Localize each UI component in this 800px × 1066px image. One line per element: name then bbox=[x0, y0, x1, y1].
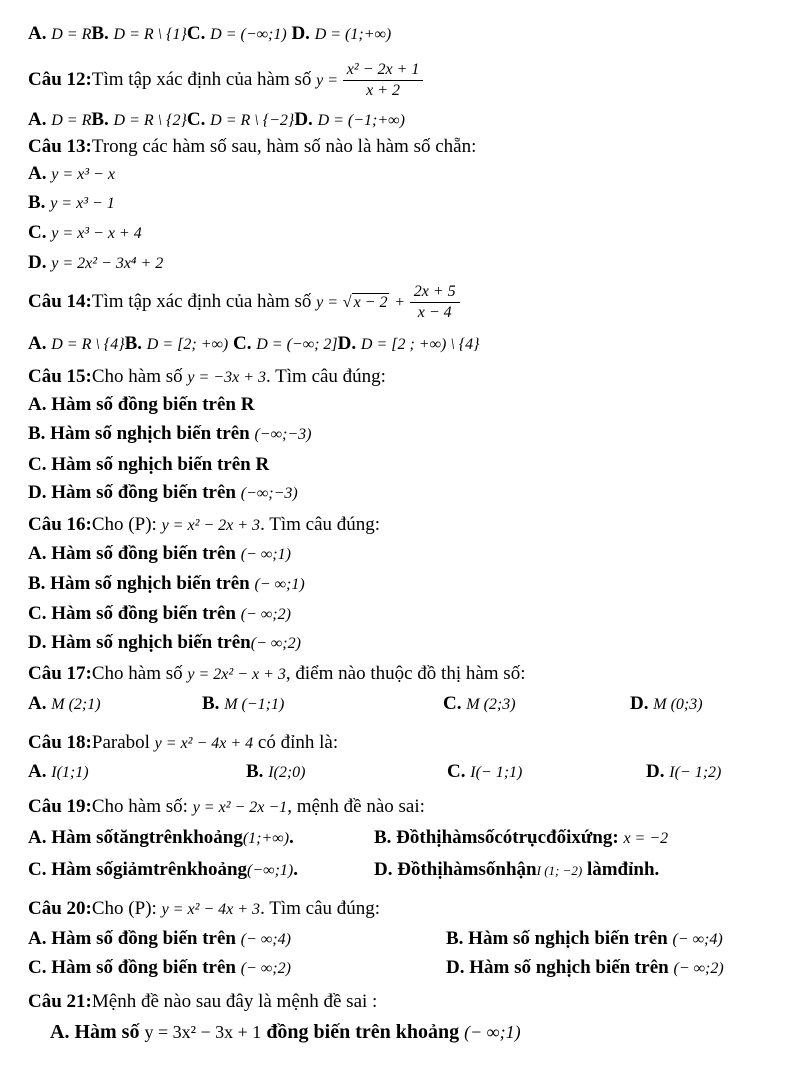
q14-a-text: D = R \ {4} bbox=[51, 336, 125, 353]
q18-b-label: B. bbox=[246, 761, 264, 782]
q13-a-label: A. bbox=[28, 163, 47, 184]
q17-text-pre: Cho hàm số bbox=[91, 663, 183, 684]
q18-text-pre: Parabol bbox=[91, 732, 150, 753]
q18-option-a bbox=[28, 760, 89, 785]
q15-stem bbox=[28, 365, 386, 390]
q19-option-b bbox=[374, 826, 668, 851]
q14-d-text: D = [2 ; +∞) \ {4} bbox=[360, 336, 480, 353]
q17-d-label: D. bbox=[630, 693, 649, 714]
q14-sqrt-content: x − 2 bbox=[353, 294, 388, 311]
q12-fn-lhs: y = bbox=[316, 72, 339, 89]
q14-denominator: x − 4 bbox=[417, 304, 452, 322]
q13-stem bbox=[28, 135, 476, 159]
q16-option-d bbox=[28, 631, 301, 656]
q12-c-text: D = R \ {−2} bbox=[210, 112, 295, 129]
q14-fraction bbox=[410, 282, 460, 323]
q21-a-fn: y = 3x² − 3x + 1 bbox=[144, 1022, 262, 1042]
q19-fn: y = x² − 2x −1 bbox=[192, 799, 288, 816]
q15-b-interval: (−∞;−3) bbox=[254, 426, 312, 443]
q20-b-text: B. Hàm số nghịch biến trên bbox=[446, 928, 668, 949]
q13-b-label: B. bbox=[28, 192, 46, 213]
q17-a-text: M (2;1) bbox=[51, 696, 101, 713]
q14-options bbox=[28, 332, 480, 357]
q16-label: Câu 16: bbox=[28, 514, 92, 535]
q20-option-d bbox=[446, 956, 724, 981]
q20-a-interval: (− ∞;4) bbox=[240, 931, 291, 948]
q21-label: Câu 21: bbox=[28, 991, 92, 1012]
q15-option-c bbox=[28, 453, 269, 477]
q18-label: Câu 18: bbox=[28, 732, 92, 753]
q13-option-c bbox=[28, 221, 142, 246]
q15-d-interval: (−∞;−3) bbox=[240, 485, 298, 502]
q20-c-text: C. Hàm số đồng biến trên bbox=[28, 957, 236, 978]
q15-d-text: D. Hàm số đồng biến trên bbox=[28, 482, 236, 503]
q14-b-label: B. bbox=[124, 333, 143, 354]
q17-fn: y = 2x² − x + 3 bbox=[187, 666, 286, 683]
q20-text-post: . Tìm câu đúng: bbox=[260, 898, 381, 919]
q12-d-label: D. bbox=[294, 109, 313, 130]
q11-c-label: C. bbox=[186, 23, 206, 44]
q18-option-b bbox=[246, 760, 306, 785]
q17-b-text: M (−1;1) bbox=[224, 696, 285, 713]
q19-a-text: A. Hàm sốtăngtrênkhoảng bbox=[28, 827, 243, 848]
q21-a-interval: (− ∞;1) bbox=[464, 1022, 521, 1042]
q20-fn: y = x² − 4x + 3 bbox=[161, 901, 261, 918]
q19-text-post: , mệnh đề nào sai: bbox=[287, 796, 425, 817]
q20-option-a bbox=[28, 927, 291, 952]
q13-c-label: C. bbox=[28, 222, 47, 243]
q12-denominator: x + 2 bbox=[366, 82, 401, 100]
q14-a-label: A. bbox=[28, 333, 47, 354]
q11-c-text: D = (−∞;1) bbox=[210, 26, 287, 43]
q15-b-text: B. Hàm số nghịch biến trên bbox=[28, 423, 250, 444]
q17-option-b bbox=[202, 692, 284, 717]
q15-option-a bbox=[28, 393, 254, 417]
q19-a-interval: (1;+∞) bbox=[242, 830, 290, 847]
q11-b-label: B. bbox=[91, 23, 109, 44]
q18-fn: y = x² − 4x + 4 bbox=[154, 735, 254, 752]
q15-text-pre: Cho hàm số bbox=[91, 366, 183, 387]
q16-d-text: D. Hàm số nghịch biến trên bbox=[28, 632, 251, 653]
q13-d-text: y = 2x² − 3x⁴ + 2 bbox=[51, 255, 164, 272]
q15-c-text: C. Hàm số nghịch biến trên R bbox=[28, 454, 270, 475]
q12-a-label: A. bbox=[28, 109, 47, 130]
q17-option-c bbox=[443, 692, 516, 717]
q18-stem bbox=[28, 731, 338, 756]
q16-b-interval: (− ∞;1) bbox=[254, 576, 305, 593]
q19-d-post: làmđỉnh. bbox=[586, 859, 660, 880]
q14-stem bbox=[28, 280, 460, 325]
q13-b-text: y = x³ − 1 bbox=[50, 195, 115, 212]
q18-c-label: C. bbox=[447, 761, 466, 782]
q12-a-text: D = R bbox=[51, 112, 92, 129]
q16-option-b bbox=[28, 572, 305, 597]
q14-d-label: D. bbox=[337, 333, 357, 354]
q18-b-text: I(2;0) bbox=[268, 764, 306, 781]
q14-sqrt-sign: √ bbox=[342, 294, 352, 311]
q14-numerator: 2x + 5 bbox=[410, 282, 460, 303]
q15-fn: y = −3x + 3 bbox=[187, 369, 266, 386]
q21-a-mid: đồng biến trên khoảng bbox=[266, 1021, 460, 1043]
q17-label: Câu 17: bbox=[28, 663, 92, 684]
q16-c-text: C. Hàm số đồng biến trên bbox=[28, 603, 236, 624]
q20-d-interval: (− ∞;2) bbox=[673, 960, 724, 977]
q20-label: Câu 20: bbox=[28, 898, 92, 919]
q20-d-text: D. Hàm số nghịch biến trên bbox=[446, 957, 669, 978]
q19-option-a: A. Hàm sốtăngtrênkhoảng(1;+∞). bbox=[28, 827, 294, 848]
q18-d-label: D. bbox=[646, 761, 665, 782]
q12-b-label: B. bbox=[91, 109, 109, 130]
q19-d-math: I (1; −2) bbox=[536, 863, 583, 878]
q14-b-text: D = [2; +∞) bbox=[146, 336, 229, 353]
q15-a-text: A. Hàm số đồng biến trên R bbox=[28, 394, 255, 415]
q16-b-text: B. Hàm số nghịch biến trên bbox=[28, 573, 250, 594]
q19-b-text: B. Đồthịhàmsốcótrụcđốixứng: bbox=[374, 827, 619, 848]
q17-option-d bbox=[630, 692, 703, 717]
q18-option-d bbox=[646, 760, 721, 785]
q13-a-text: y = x³ − x bbox=[51, 166, 115, 183]
q21-text: Mệnh đề nào sau đây là mệnh đề sai : bbox=[91, 991, 378, 1012]
q19-label: Câu 19: bbox=[28, 796, 92, 817]
q11-b-text: D = R \ {1} bbox=[113, 26, 187, 43]
q12-options bbox=[28, 108, 405, 133]
q13-option-b bbox=[28, 191, 115, 216]
q14-c-label: C. bbox=[232, 333, 252, 354]
q15-option-b bbox=[28, 422, 311, 447]
q14-label: Câu 14: bbox=[28, 291, 92, 312]
q19-stem bbox=[28, 795, 425, 820]
q17-stem bbox=[28, 662, 525, 687]
q17-text-post: , điểm nào thuộc đồ thị hàm số: bbox=[285, 663, 526, 684]
q12-numerator: x² − 2x + 1 bbox=[343, 60, 424, 81]
q17-a-label: A. bbox=[28, 693, 47, 714]
q16-text-post: . Tìm câu đúng: bbox=[260, 514, 381, 535]
q13-label: Câu 13: bbox=[28, 136, 92, 157]
q18-text-post: có đỉnh là: bbox=[257, 732, 339, 753]
q16-a-text: A. Hàm số đồng biến trên bbox=[28, 543, 236, 564]
q11-d-text: D = (1;+∞) bbox=[314, 26, 392, 43]
q19-text-pre: Cho hàm số: bbox=[91, 796, 188, 817]
q12-c-label: C. bbox=[186, 109, 206, 130]
q19-c-interval: (−∞;1) bbox=[247, 862, 294, 879]
q17-c-text: M (2;3) bbox=[466, 696, 516, 713]
q17-c-label: C. bbox=[443, 693, 462, 714]
q18-d-text: I(− 1;2) bbox=[669, 764, 722, 781]
q17-d-text: M (0;3) bbox=[653, 696, 703, 713]
q13-option-a bbox=[28, 162, 115, 187]
q20-b-interval: (− ∞;4) bbox=[672, 931, 723, 948]
q16-a-interval: (− ∞;1) bbox=[240, 546, 291, 563]
q14-plus: + bbox=[394, 294, 406, 311]
q14-c-text: D = (−∞; 2] bbox=[256, 336, 338, 353]
q19-option-c: C. Hàm sốgiảmtrênkhoảng(−∞;1). bbox=[28, 859, 298, 880]
q12-d-text: D = (−1;+∞) bbox=[317, 112, 405, 129]
q12-label: Câu 12: bbox=[28, 69, 92, 90]
q20-stem bbox=[28, 897, 380, 922]
q20-c-interval: (− ∞;2) bbox=[240, 960, 291, 977]
q21-option-a bbox=[50, 1020, 521, 1044]
q14-text: Tìm tập xác định của hàm số bbox=[91, 291, 312, 312]
q19-b-math: x = −2 bbox=[623, 830, 669, 847]
q13-text: Trong các hàm số sau, hàm số nào là hàm số chẵn: bbox=[91, 136, 477, 157]
q18-option-c bbox=[447, 760, 522, 785]
q16-c-interval: (− ∞;2) bbox=[240, 606, 291, 623]
q17-b-label: B. bbox=[202, 693, 220, 714]
q15-text-post: . Tìm câu đúng: bbox=[266, 366, 386, 387]
q11-a-text: D = R bbox=[51, 26, 92, 43]
q13-c-text: y = x³ − x + 4 bbox=[51, 225, 142, 242]
q16-option-c bbox=[28, 602, 291, 627]
q12-stem bbox=[28, 58, 423, 103]
q17-option-a bbox=[28, 692, 101, 717]
q16-d-interval: (− ∞;2) bbox=[250, 635, 301, 652]
q12-fraction bbox=[343, 60, 424, 101]
q16-stem bbox=[28, 513, 380, 538]
q16-text-pre: Cho (P): bbox=[91, 514, 157, 535]
q20-option-b bbox=[446, 927, 723, 952]
q21-stem bbox=[28, 990, 377, 1014]
q12-b-text: D = R \ {2} bbox=[113, 112, 187, 129]
q15-option-d bbox=[28, 481, 298, 506]
q11-a-label: A. bbox=[28, 23, 47, 44]
q11-options bbox=[28, 22, 391, 47]
q20-option-c bbox=[28, 956, 291, 981]
q12-text: Tìm tập xác định của hàm số bbox=[91, 69, 312, 90]
q18-c-text: I(− 1;1) bbox=[470, 764, 523, 781]
q16-option-a bbox=[28, 542, 291, 567]
q19-d-text: D. Đồthịhàmsốnhận bbox=[374, 859, 537, 880]
q15-label: Câu 15: bbox=[28, 366, 92, 387]
q13-option-d bbox=[28, 251, 163, 276]
q11-d-label: D. bbox=[291, 23, 310, 44]
q19-c-text: C. Hàm sốgiảmtrênkhoảng bbox=[28, 859, 248, 880]
q14-fn-lhs: y = bbox=[316, 294, 339, 311]
q20-text-pre: Cho (P): bbox=[91, 898, 157, 919]
q20-a-text: A. Hàm số đồng biến trên bbox=[28, 928, 236, 949]
q21-a-text: A. Hàm số bbox=[50, 1021, 140, 1043]
q16-fn: y = x² − 2x + 3 bbox=[161, 517, 261, 534]
q18-a-text: I(1;1) bbox=[51, 764, 89, 781]
q18-a-label: A. bbox=[28, 761, 47, 782]
q13-d-label: D. bbox=[28, 252, 47, 273]
q19-option-d bbox=[374, 858, 659, 883]
